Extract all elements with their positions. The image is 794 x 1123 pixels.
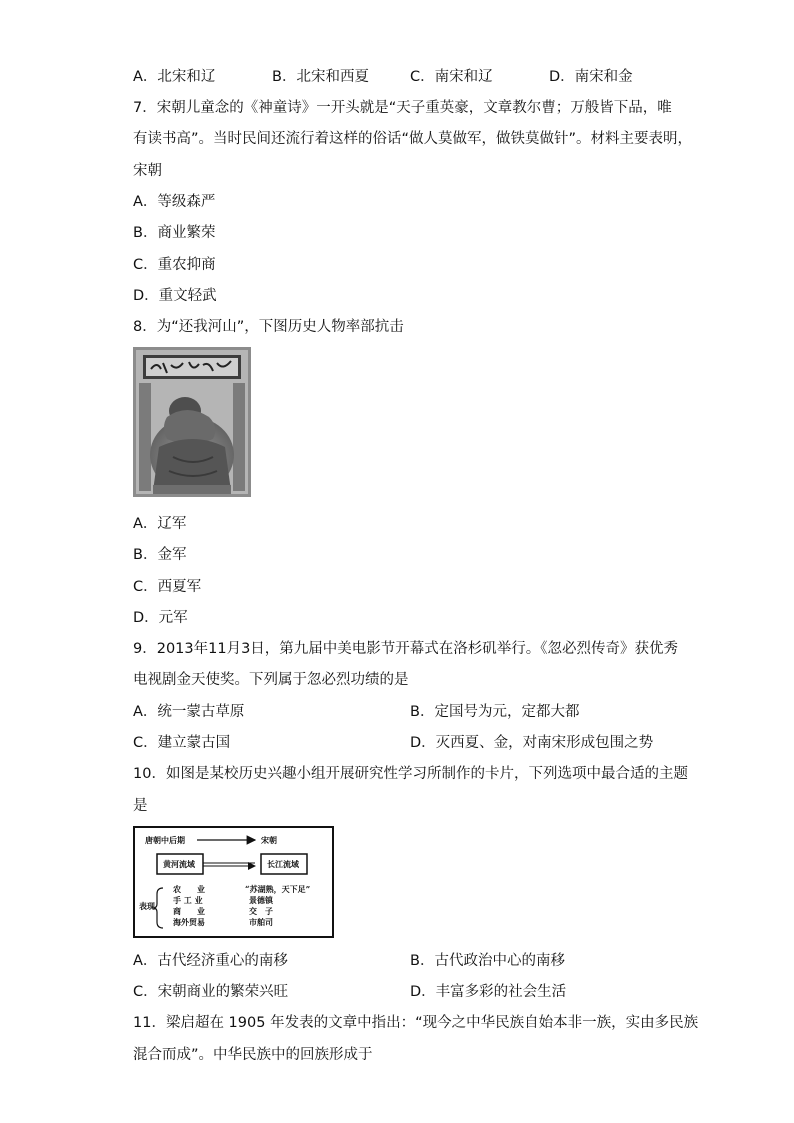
- q6-option-c: C．南宋和辽: [410, 69, 493, 85]
- card-row-3-left: 商 业: [173, 906, 205, 916]
- q10-option-b: B．古代政治中心的南移: [410, 953, 565, 969]
- q8-stem: 8．为“还我河山”，下图历史人物率部抗击: [133, 319, 404, 335]
- q7-stem-line-1: 7．宋朝儿童念的《神童诗》一开头就是“天子重英豪，文章教尔曹；万般皆下品，唯: [133, 100, 672, 116]
- q10-study-card: [133, 826, 334, 938]
- economic-shift-card-diagram: [133, 826, 334, 938]
- q7-stem-line-3: 宋朝: [133, 163, 162, 179]
- card-row-1-right: “苏湖熟，天下足”: [245, 884, 311, 894]
- q9-stem-line-1: 9．2013年11月3日，第九届中美电影节开幕式在洛杉矶举行。《忽必烈传奇》获优秀: [133, 641, 679, 657]
- q7-stem-line-2: 有读书高”。当时民间还流行着这样的俗话“做人莫做军，做铁莫做针”。材料主要表明，: [133, 131, 693, 147]
- q7-option-d: D．重文轻武: [133, 288, 217, 304]
- q10-option-c: C．宋朝商业的繁荣兴旺: [133, 984, 289, 1000]
- card-row-1-left: 农 业: [173, 884, 205, 894]
- card-row-2-right: 景德镇: [249, 895, 273, 905]
- q6-option-a: A．北宋和辽: [133, 69, 216, 85]
- card-row-2-left: 手 工 业: [173, 895, 203, 905]
- q6-option-b: B．北宋和西夏: [272, 69, 369, 85]
- q11-stem-line-1: 11．梁启超在 1905 年发表的文章中指出：“现今之中华民族自始本非一族，实由多民族: [133, 1015, 699, 1031]
- q8-option-c: C．西夏军: [133, 579, 202, 595]
- q8-option-d: D．元军: [133, 610, 188, 626]
- card-box-left-label: 黄河流域: [163, 859, 195, 869]
- card-row-4-right: 市舶司: [249, 917, 273, 927]
- card-side-label: 表现: [139, 901, 155, 911]
- q6-option-d: D．南宋和金: [549, 69, 633, 85]
- q8-figure-photo: [133, 347, 251, 497]
- q8-option-b: B．金军: [133, 547, 187, 563]
- card-top-right: 宋朝: [261, 835, 277, 845]
- q9-option-c: C．建立蒙古国: [133, 735, 231, 751]
- card-row-3-right: 交 子: [249, 906, 273, 916]
- q9-stem-line-2: 电视剧金天使奖。下列属于忽必烈功绩的是: [133, 672, 409, 688]
- q10-stem-line-1: 10．如图是某校历史兴趣小组开展研究性学习所制作的卡片，下列选项中最合适的主题: [133, 766, 688, 782]
- yue-fei-statue-photo: [133, 347, 251, 497]
- q9-option-b: B．定国号为元，定都大都: [410, 704, 580, 720]
- q10-option-d: D．丰富多彩的社会生活: [410, 984, 567, 1000]
- q7-option-c: C．重农抑商: [133, 257, 216, 273]
- q10-option-a: A．古代经济重心的南移: [133, 953, 288, 969]
- q9-option-d: D．灭西夏、金，对南宋形成包围之势: [410, 735, 654, 751]
- card-box-right-label: 长江流域: [267, 859, 299, 869]
- card-top-left: 唐朝中后期: [145, 835, 185, 845]
- q11-stem-line-2: 混合而成”。中华民族中的回族形成于: [133, 1047, 373, 1063]
- q7-option-a: A．等级森严: [133, 194, 216, 210]
- q10-stem-line-2: 是: [133, 798, 148, 814]
- q9-option-a: A．统一蒙古草原: [133, 704, 245, 720]
- q7-option-b: B．商业繁荣: [133, 225, 216, 241]
- card-row-4-left: 海外贸易: [173, 917, 205, 927]
- q8-option-a: A．辽军: [133, 516, 187, 532]
